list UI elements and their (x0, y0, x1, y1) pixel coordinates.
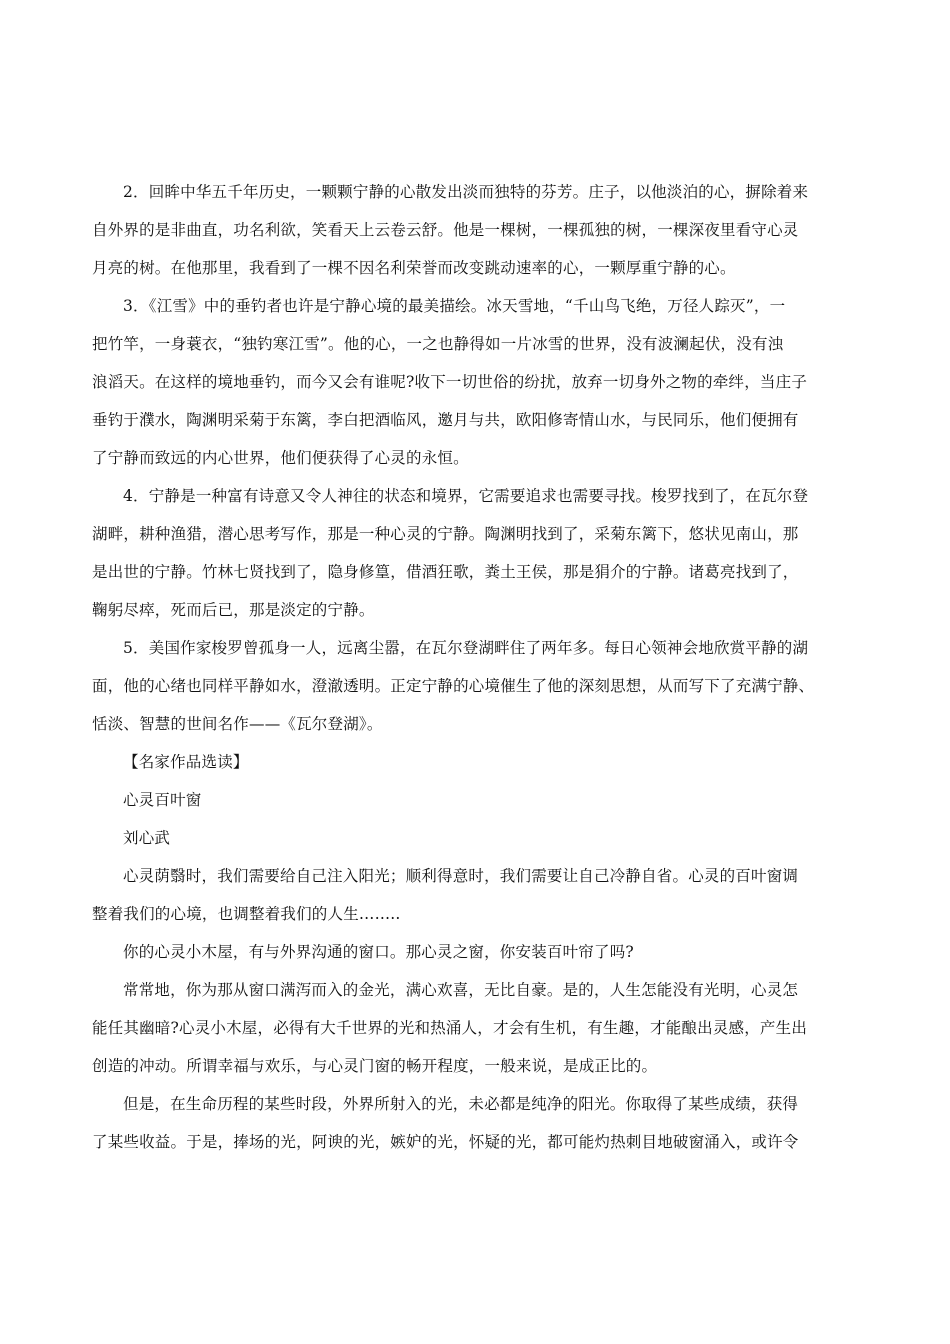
essay-paragraph-1 (92, 857, 860, 933)
paragraph-2 (92, 173, 860, 287)
text-line: 自外界的是非曲直，功名利欲，笑看天上云卷云舒。他是一棵树，一棵孤独的树，一棵深夜里看守心灵 (92, 221, 799, 239)
text-line: 心灵荫翳时，我们需要给自己注入阳光；顺利得意时，我们需要让自己冷静自省。心灵的百叶窗调 (123, 867, 799, 885)
text-line: 但是，在生命历程的某些时段，外界所射入的光，未必都是纯净的阳光。你取得了某些成绩，获得 (123, 1095, 799, 1113)
text-line: 浪滔天。在这样的境地垂钓，而今又会有谁呢?收下一切世俗的纷扰，放弃一切身外之物的牵绊，当庄子 (92, 373, 808, 391)
paragraph-5 (92, 629, 860, 743)
text-line: 鞠躬尽瘁，死而后已，那是淡定的宁静。 (92, 601, 375, 619)
paragraph-4 (92, 477, 860, 629)
paragraph-3 (92, 287, 860, 477)
text-line: 把竹竿，一身蓑衣，“独钓寒江雪”。他的心，一之也静得如一片冰雪的世界，没有波澜起伏，没有浊 (92, 335, 784, 353)
text-line: 创造的冲动。所谓幸福与欢乐，与心灵门窗的畅开程度，一般来说，是成正比的。 (92, 1057, 658, 1075)
text-line: 恬淡、智慧的世间名作——《瓦尔登湖》。 (92, 715, 383, 733)
text-line: 是出世的宁静。竹林七贤找到了，隐身修篁，借酒狂歌，粪土王侯，那是狷介的宁静。诸葛亮找到了， (92, 563, 799, 581)
text-line: 能任其幽暗?心灵小木屋，必得有大千世界的光和热涌人，才会有生机，有生趣，才能酿出灵感，产生出 (92, 1019, 808, 1037)
text-line: 你的心灵小木屋，有与外界沟通的窗口。那心灵之窗，你安装百叶帘了吗? (123, 943, 634, 961)
text-line: 4．宁静是一种富有诗意又令人神往的状态和境界，它需要追求也需要寻找。梭罗找到了，在瓦尔登 (123, 487, 809, 505)
essay-author: 刘心武 (123, 829, 171, 847)
section-heading: 【名家作品选读】 (123, 753, 249, 771)
document-body (92, 173, 860, 1161)
text-line: 湖畔，耕种渔猎，潜心思考写作，那是一种心灵的宁静。陶渊明找到了，采菊东篱下，悠状见南山，那 (92, 525, 799, 543)
text-line: 了某些收益。于是，捧场的光，阿谀的光，嫉妒的光，怀疑的光，都可能灼热刺目地破窗涌入，或许令 (92, 1133, 799, 1151)
text-line: 5．美国作家梭罗曾孤身一人，远离尘嚣，在瓦尔登湖畔住了两年多。每日心领神会地欣赏平静的湖 (123, 639, 809, 657)
essay-paragraph-4 (92, 1085, 860, 1161)
text-line: 2．回眸中华五千年历史，一颗颗宁静的心散发出淡而独特的芬芳。庄子，以他淡泊的心，摒除着来 (123, 183, 809, 201)
text-line: 了宁静而致远的内心世界，他们便获得了心灵的永恒。 (92, 449, 469, 467)
text-line: 常常地，你为那从窗口满泻而入的金光，满心欢喜，无比自豪。是的，人生怎能没有光明，心灵怎 (123, 981, 799, 999)
essay-title: 心灵百叶窗 (123, 791, 202, 809)
text-line: 面，他的心绪也同样平静如水，澄澈透明。正定宁静的心境催生了他的深刻思想，从而写下了充满宁静、 (92, 677, 815, 695)
text-line: 月亮的树。在他那里，我看到了一棵不因名利荣誉而改变跳动速率的心，一颗厚重宁静的心。 (92, 259, 736, 277)
text-line: 整着我们的心境，也调整着我们的人生…….. (92, 905, 401, 923)
essay-paragraph-3 (92, 971, 860, 1085)
text-line: 垂钓于濮水，陶渊明采菊于东篱，李白把酒临风，邀月与共，欧阳修寄情山水，与民同乐，他们便拥有 (92, 411, 799, 429)
essay-paragraph-2 (92, 933, 860, 971)
text-line: 3．《江雪》中的垂钓者也许是宁静心境的最美描绘。冰天雪地，“千山鸟飞绝，万径人踪灭”，一 (123, 297, 786, 315)
